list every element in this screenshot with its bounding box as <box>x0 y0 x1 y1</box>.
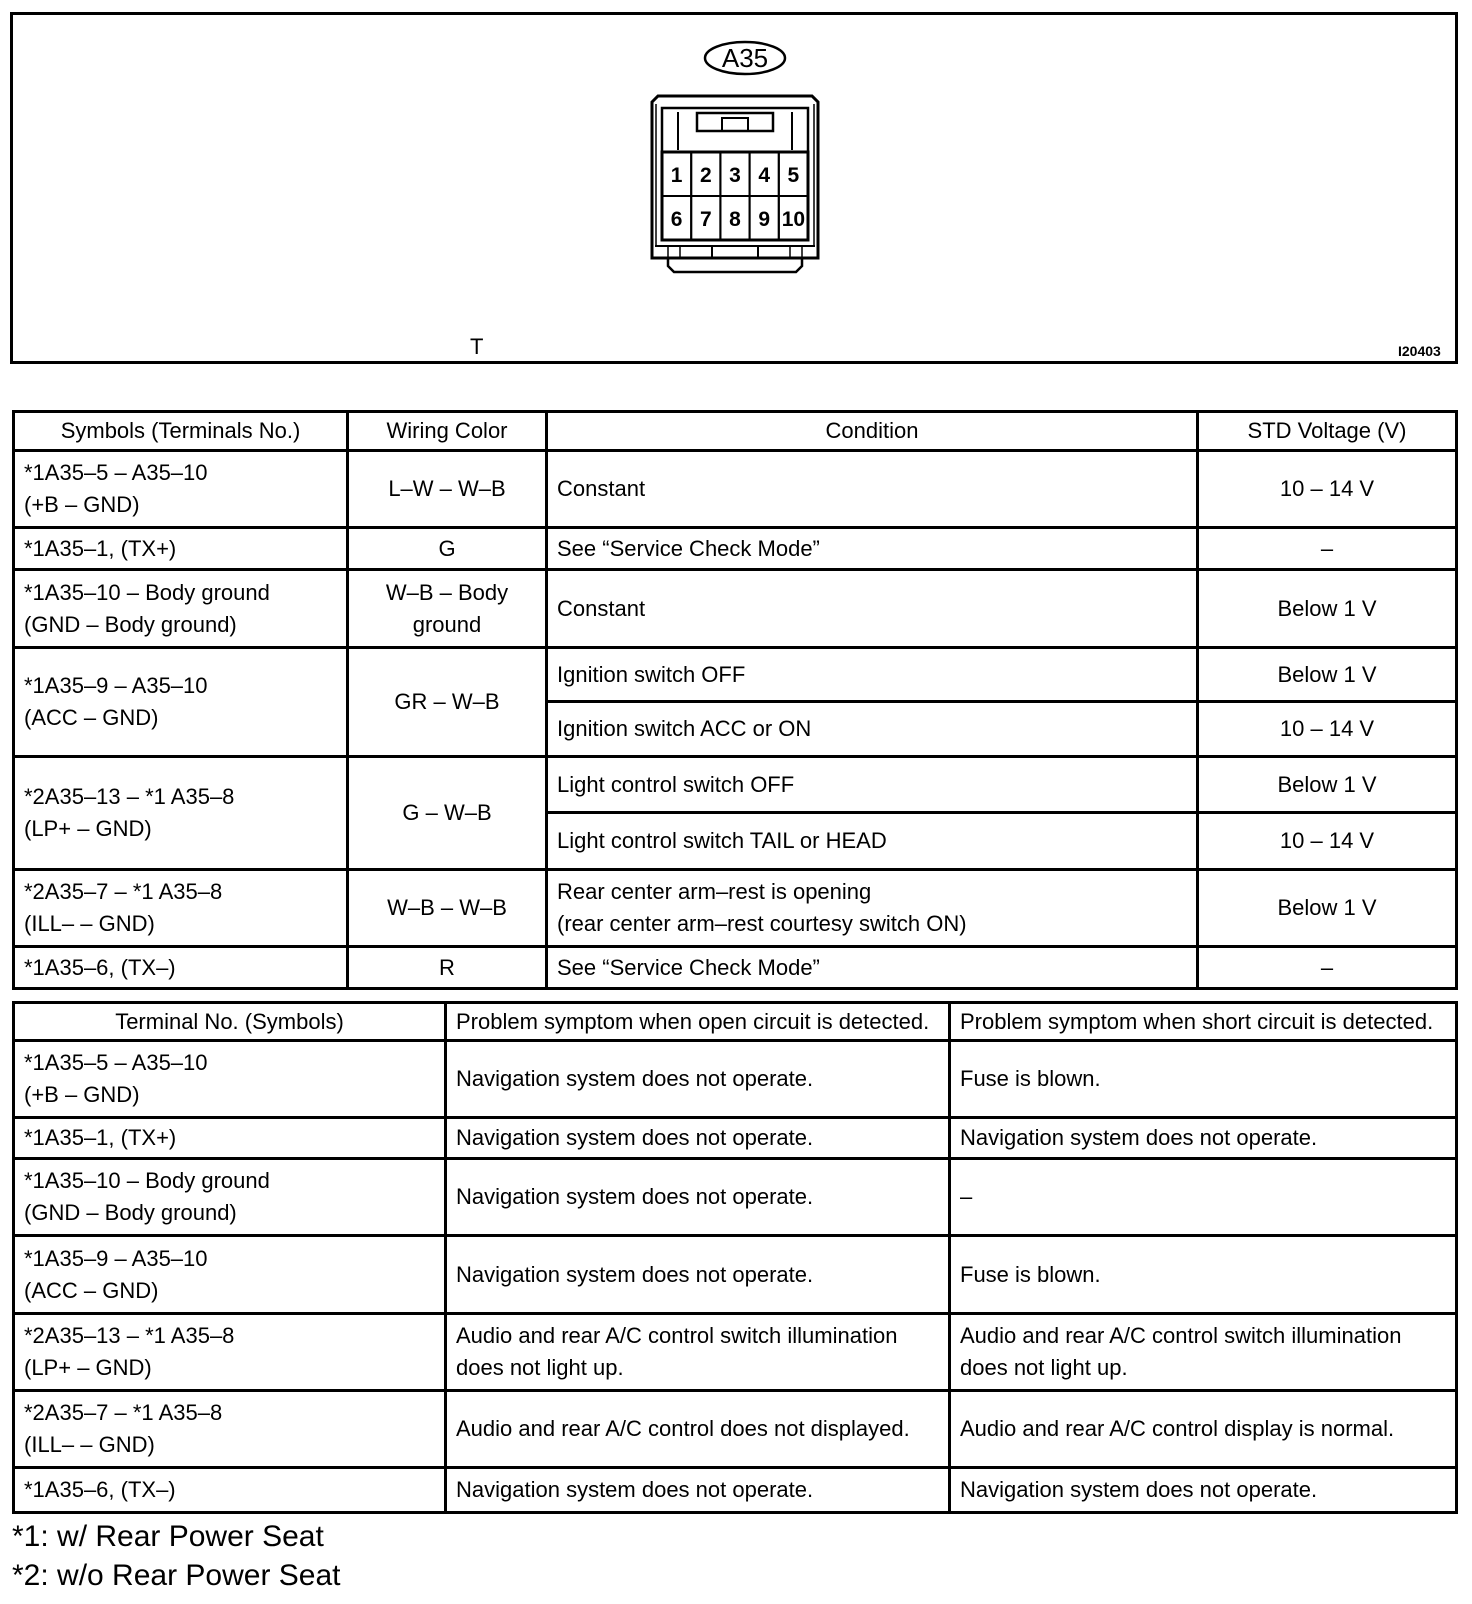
cell-text: 10 – 14 V <box>1279 828 1375 853</box>
cell-text: GR – W–B <box>394 689 500 714</box>
symptom-row-terminal <box>15 1160 447 1237</box>
cell-text: Navigation system does not operate. <box>456 1477 814 1502</box>
voltage-row-wiring-color <box>349 758 548 871</box>
voltage-row-symbol <box>15 948 349 987</box>
cell-text: Below 1 V <box>1277 895 1377 920</box>
cell-text: Audio and rear A/C control does not displayed. <box>456 1416 910 1441</box>
connector-bottom-lip <box>668 258 802 272</box>
pin-number: 6 <box>670 208 683 231</box>
symptom-row-short <box>951 1042 1455 1119</box>
pin-number: 8 <box>729 208 741 231</box>
cell-text: Audio and rear A/C control display is normal. <box>960 1416 1395 1441</box>
symptom-row-terminal <box>15 1392 447 1469</box>
cell-text: (+B – GND) <box>24 1082 140 1107</box>
symptom-row-terminal <box>15 1315 447 1392</box>
voltage-row-std-voltage <box>1199 948 1455 987</box>
pin-number: 4 <box>758 164 771 187</box>
symptom-row-open <box>447 1392 951 1469</box>
cell-text: Navigation system does not operate. <box>456 1125 814 1150</box>
voltage-row-condition <box>548 452 1199 529</box>
symptom-header-terminal <box>15 1004 447 1042</box>
cell-text: *1A35–1, (TX+) <box>24 535 177 561</box>
cell-text: ground <box>412 611 482 637</box>
cell-text: (rear center arm–rest courtesy switch ON) <box>557 911 967 936</box>
cell-text: Navigation system does not operate. <box>456 1184 814 1209</box>
pin-number: 7 <box>699 208 712 231</box>
voltage-row-wiring-color <box>349 871 548 948</box>
symptom-row-open <box>447 1042 951 1119</box>
voltage-row-symbol <box>15 649 349 758</box>
voltage-row-wiring-color <box>349 948 548 987</box>
voltage-row-std-voltage <box>1199 529 1455 571</box>
voltage-row-symbol <box>15 871 349 948</box>
pin-number: 2 <box>699 164 712 187</box>
figure-id: I20403 <box>1398 343 1441 359</box>
symptom-row-short <box>951 1315 1455 1392</box>
voltage-header-symbols <box>15 413 349 452</box>
cell-text: W–B – Body <box>385 579 509 605</box>
cell-text: *2A35–7 – *1 A35–8 <box>24 1400 223 1425</box>
terminal-side-label: T <box>470 334 484 359</box>
cell-text: Below 1 V <box>1277 771 1377 797</box>
cell-text: Ignition switch OFF <box>557 661 746 687</box>
voltage-row-condition <box>548 758 1199 814</box>
voltage-row-condition <box>548 703 1199 758</box>
voltage-row-condition <box>548 814 1199 871</box>
cell-text: Constant <box>557 476 646 501</box>
symptom-row-short <box>951 1237 1455 1315</box>
cell-text: (GND – Body ground) <box>24 611 237 637</box>
cell-text: 10 – 14 V <box>1279 476 1375 501</box>
pin-number: 3 <box>729 164 741 187</box>
symptom-row-open <box>447 1237 951 1315</box>
cell-text: (ILL– – GND) <box>24 911 155 936</box>
pin-number: 1 <box>670 164 683 187</box>
cell-text: *1A35–10 – Body ground <box>24 579 270 605</box>
voltage-row-wiring-color <box>349 529 548 571</box>
symptom-header-open-circuit <box>447 1004 951 1042</box>
cell-text: G – W–B <box>402 800 492 825</box>
cell-text: Light control switch TAIL or HEAD <box>557 828 887 853</box>
pin-number: 9 <box>758 208 771 231</box>
cell-text: Audio and rear A/C control switch illumination <box>456 1323 898 1348</box>
voltage-row-symbol <box>15 571 349 649</box>
cell-text: Navigation system does not operate. <box>960 1477 1318 1502</box>
voltage-row-std-voltage <box>1199 452 1455 529</box>
voltage-row-wiring-color <box>349 571 548 649</box>
cell-text: See “Service Check Mode” <box>557 535 820 561</box>
voltage-row-symbol <box>15 758 349 871</box>
cell-text: – <box>1320 535 1334 561</box>
symptom-row-terminal <box>15 1042 447 1119</box>
problem-symptom-table <box>12 1001 1458 1514</box>
cell-text: Audio and rear A/C control switch illumination <box>960 1323 1402 1348</box>
cell-text: (ACC – GND) <box>24 1277 159 1303</box>
connector-bottom-notch <box>712 246 758 258</box>
connector-label: A35 <box>721 43 769 73</box>
voltage-row-std-voltage <box>1199 649 1455 703</box>
cell-text: Fuse is blown. <box>960 1066 1101 1091</box>
voltage-row-condition <box>548 948 1199 987</box>
voltage-check-table <box>12 410 1458 990</box>
symptom-row-open <box>447 1119 951 1160</box>
voltage-row-std-voltage <box>1199 703 1455 758</box>
voltage-row-std-voltage <box>1199 871 1455 948</box>
symptom-row-short <box>951 1160 1455 1237</box>
cell-text: does not light up. <box>456 1355 624 1380</box>
cell-text: (LP+ – GND) <box>24 1355 152 1380</box>
voltage-row-std-voltage <box>1199 814 1455 871</box>
cell-text: W–B – W–B <box>387 895 507 920</box>
symptom-row-terminal <box>15 1469 447 1511</box>
cell-text: *1A35–6, (TX–) <box>24 954 176 980</box>
cell-text: Navigation system does not operate. <box>456 1066 814 1091</box>
cell-text: – <box>960 1184 973 1209</box>
voltage-row-wiring-color <box>349 649 548 758</box>
cell-text: Condition <box>825 418 919 443</box>
cell-text: G <box>438 535 456 561</box>
cell-text: Rear center arm–rest is opening <box>557 879 872 904</box>
cell-text: *2A35–13 – *1 A35–8 <box>24 1323 235 1348</box>
cell-text: *2A35–13 – *1 A35–8 <box>24 784 235 809</box>
footnote-no-rear-power-seat: *2: w/o Rear Power Seat <box>12 1559 341 1592</box>
footnote-rear-power-seat: *1: w/ Rear Power Seat <box>12 1520 324 1553</box>
cell-text: – <box>1320 954 1334 980</box>
symptom-row-short <box>951 1469 1455 1511</box>
symptom-row-terminal <box>15 1119 447 1160</box>
voltage-row-symbol <box>15 452 349 529</box>
symptom-row-short <box>951 1119 1455 1160</box>
cell-text: *1A35–1, (TX+) <box>24 1125 177 1150</box>
pin-number: 5 <box>787 164 800 187</box>
voltage-row-condition <box>548 871 1199 948</box>
voltage-row-std-voltage <box>1199 758 1455 814</box>
cell-text: *2A35–7 – *1 A35–8 <box>24 879 223 904</box>
cell-text: *1A35–9 – A35–10 <box>24 673 208 698</box>
voltage-row-condition <box>548 529 1199 571</box>
cell-text: Below 1 V <box>1277 595 1377 621</box>
cell-text: (ILL– – GND) <box>24 1432 155 1457</box>
cell-text: Navigation system does not operate. <box>456 1261 814 1287</box>
voltage-header-wiring-color <box>349 413 548 452</box>
cell-text: 10 – 14 V <box>1279 716 1375 741</box>
connector-a35-diagram <box>600 30 880 290</box>
cell-text: does not light up. <box>960 1355 1128 1380</box>
cell-text: (ACC – GND) <box>24 705 159 730</box>
cell-text: (+B – GND) <box>24 492 140 517</box>
pin-number: 10 <box>781 208 806 231</box>
cell-text: Wiring Color <box>386 418 508 443</box>
cell-text: Symbols (Terminals No.) <box>60 418 301 443</box>
symptom-row-open <box>447 1315 951 1392</box>
voltage-header-std-voltage <box>1199 413 1455 452</box>
connector-latch <box>697 113 773 131</box>
cell-text: Below 1 V <box>1277 661 1377 687</box>
cell-text: (GND – Body ground) <box>24 1200 237 1225</box>
voltage-row-condition <box>548 649 1199 703</box>
cell-text: L–W – W–B <box>388 476 506 501</box>
voltage-row-condition <box>548 571 1199 649</box>
connector-latch-tab <box>722 118 748 131</box>
voltage-row-std-voltage <box>1199 571 1455 649</box>
cell-text: Problem symptom when open circuit is detected. <box>456 1008 930 1034</box>
cell-text: (LP+ – GND) <box>24 816 152 841</box>
cell-text: R <box>439 954 455 980</box>
voltage-row-symbol <box>15 529 349 571</box>
cell-text: See “Service Check Mode” <box>557 954 820 980</box>
symptom-row-terminal <box>15 1237 447 1315</box>
symptom-row-open <box>447 1160 951 1237</box>
cell-text: *1A35–6, (TX–) <box>24 1477 176 1502</box>
symptom-row-short <box>951 1392 1455 1469</box>
cell-text: Terminal No. (Symbols) <box>115 1008 344 1034</box>
cell-text: Fuse is blown. <box>960 1261 1101 1287</box>
cell-text: *1A35–9 – A35–10 <box>24 1245 208 1271</box>
symptom-row-open <box>447 1469 951 1511</box>
cell-text: Problem symptom when short circuit is detected. <box>960 1008 1434 1034</box>
voltage-header-condition <box>548 413 1199 452</box>
cell-text: *1A35–5 – A35–10 <box>24 460 208 485</box>
cell-text: Navigation system does not operate. <box>960 1125 1318 1150</box>
cell-text: Ignition switch ACC or ON <box>557 716 812 741</box>
cell-text: *1A35–10 – Body ground <box>24 1168 270 1193</box>
cell-text: Constant <box>557 595 646 621</box>
symptom-header-short-circuit <box>951 1004 1455 1042</box>
cell-text: *1A35–5 – A35–10 <box>24 1050 208 1075</box>
cell-text: STD Voltage (V) <box>1247 418 1407 443</box>
cell-text: Light control switch OFF <box>557 771 795 797</box>
voltage-row-wiring-color <box>349 452 548 529</box>
